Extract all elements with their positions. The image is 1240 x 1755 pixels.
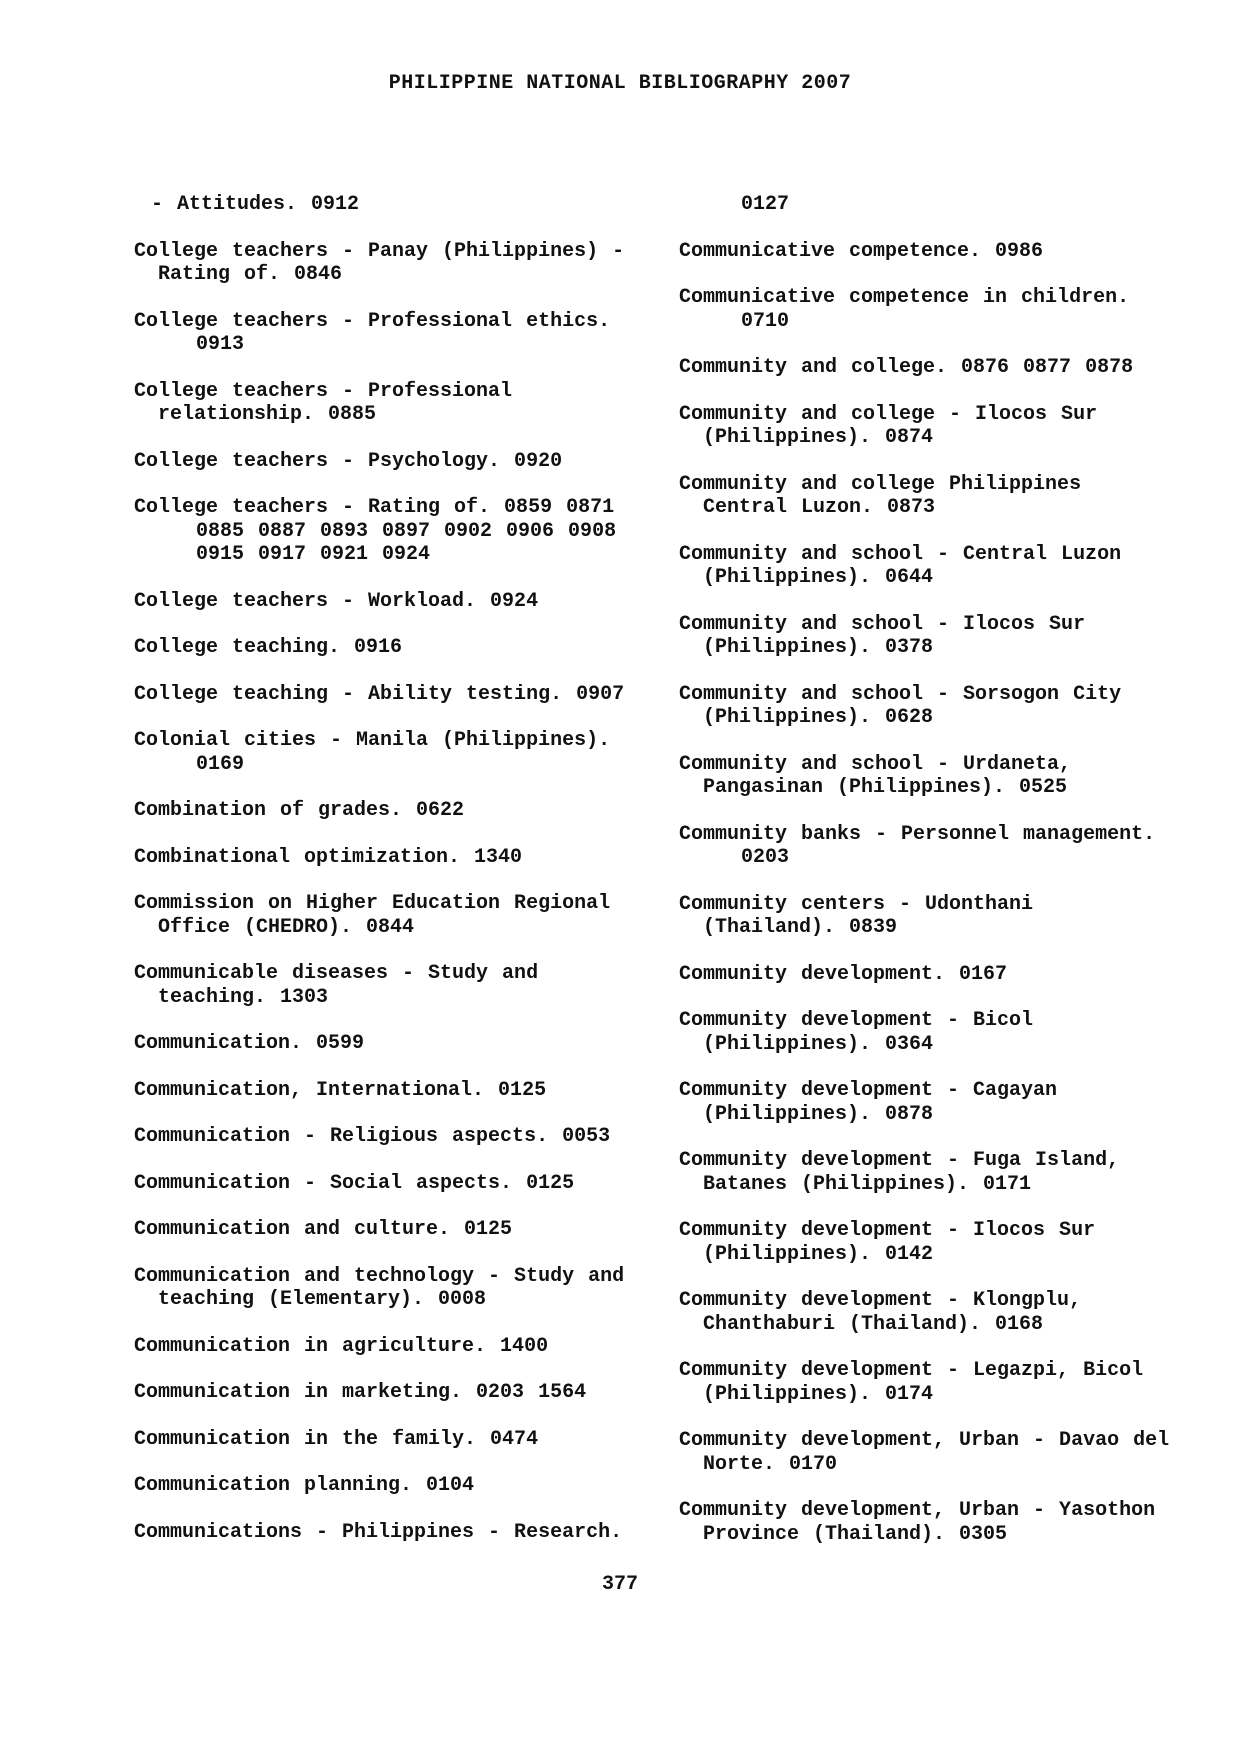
entry-heading: Communicable diseases - Study and [134, 962, 539, 985]
index-entry [679, 1499, 1209, 1546]
entry-heading: Colonial cities - Manila (Philippines). [134, 729, 611, 752]
index-entry [134, 892, 654, 939]
index-entry [679, 823, 1209, 870]
entry-heading: Combinational optimization. 1340 [134, 845, 523, 869]
index-entry [679, 613, 1209, 660]
index-entry [679, 240, 1209, 264]
entry-continuation: relationship. 0885 [158, 403, 377, 426]
entry-heading: - Attitudes. 0912 [151, 193, 360, 216]
entry-heading: Communicative competence. 0986 [679, 239, 1044, 263]
entry-heading: Community and school - Ilocos Sur [679, 612, 1086, 636]
entry-heading: Communication - Religious aspects. 0053 [134, 1125, 611, 1148]
entry-continuation: (Philippines). 0644 [703, 566, 934, 589]
index-entry [134, 193, 654, 217]
entry-continuation: (Philippines). 0878 [703, 1102, 934, 1126]
index-entry [679, 1359, 1209, 1406]
entry-heading: Community development - Ilocos Sur [679, 1219, 1096, 1242]
entry-continuation: (Philippines). 0174 [703, 1382, 934, 1406]
index-entry [679, 403, 1209, 450]
entry-heading: College teaching. 0916 [134, 636, 403, 659]
index-entry [679, 1289, 1209, 1336]
entry-heading: College teachers - Rating of. 0859 0871 [134, 496, 615, 519]
entry-heading: Community development - Fuga Island, [679, 1149, 1120, 1172]
entry-continuation: (Philippines). 0364 [703, 1032, 934, 1056]
index-entry [679, 1149, 1209, 1196]
index-entry [679, 1079, 1209, 1126]
entry-continuation: (Thailand). 0839 [703, 916, 898, 939]
entry-heading: Community and school - Urdaneta, [679, 752, 1072, 776]
index-entry [134, 1172, 654, 1196]
entry-continuation: Office (CHEDRO). 0844 [158, 915, 415, 939]
index-entry [679, 683, 1209, 730]
entry-continuation: teaching. 1303 [158, 985, 329, 1009]
page-header: PHILIPPINE NATIONAL BIBLIOGRAPHY 2007 [388, 72, 852, 95]
entry-heading: Community centers - Udonthani [679, 892, 1034, 916]
index-entry [134, 240, 654, 287]
page-number: 377 [601, 1573, 638, 1596]
entry-continuation: Norte. 0170 [703, 1452, 838, 1476]
index-entry [134, 729, 654, 776]
entry-heading: Community development. 0167 [679, 962, 1008, 986]
entry-heading: Communication in marketing. 0203 1564 [134, 1381, 587, 1404]
index-entry [679, 286, 1209, 333]
entry-continuation: (Philippines). 0874 [703, 426, 934, 449]
entry-continuation: (Philippines). 0628 [703, 706, 934, 729]
entry-heading: College teachers - Professional ethics. [134, 309, 611, 333]
entry-continuation: Chanthaburi (Thailand). 0168 [703, 1312, 1044, 1336]
entry-heading: Community development - Cagayan [679, 1079, 1058, 1102]
entry-heading: College teachers - Psychology. 0920 [134, 449, 563, 473]
index-entry [679, 753, 1209, 800]
entry-continuation: Batanes (Philippines). 0171 [703, 1172, 1032, 1196]
index-entry [134, 1428, 654, 1452]
index-entry [134, 1079, 654, 1103]
index-entry [679, 193, 1209, 217]
index-entry [134, 1521, 654, 1545]
entry-continuation: Pangasinan (Philippines). 0525 [703, 776, 1068, 799]
entry-heading: Communication and technology - Study and [134, 1264, 625, 1288]
index-entry [134, 380, 654, 427]
index-entry [679, 893, 1209, 940]
entry-heading: Communication and culture. 0125 [134, 1218, 513, 1241]
entry-heading: Communicative competence in children. [679, 286, 1130, 309]
entry-continuation: Rating of. 0846 [158, 263, 343, 286]
entry-heading: Community and school - Sorsogon City [679, 682, 1122, 706]
entry-heading: Communication planning. 0104 [134, 1474, 475, 1497]
index-entry [134, 310, 654, 357]
entry-heading: Community banks - Personnel management. [679, 822, 1156, 846]
entry-heading: Community development - Klongplu, [679, 1289, 1082, 1312]
index-entry [679, 473, 1209, 520]
entry-heading: College teachers - Professional [134, 379, 513, 403]
entry-heading: Communications - Philippines - Research. [134, 1520, 623, 1544]
index-entry [134, 1381, 654, 1405]
entry-continuation: 0203 [741, 846, 790, 869]
entry-heading: Communication - Social aspects. 0125 [134, 1171, 575, 1195]
index-entry [134, 1125, 654, 1149]
index-entry [134, 962, 654, 1009]
entry-heading: Communication in the family. 0474 [134, 1427, 539, 1451]
entry-heading: Community and college Philippines [679, 472, 1082, 496]
index-entry [134, 846, 654, 870]
entry-heading: College teaching - Ability testing. 0907 [134, 682, 625, 706]
entry-continuation: 0885 0887 0893 0897 0902 0906 0908 [196, 519, 617, 543]
index-entry [679, 963, 1209, 987]
entry-heading: Community and college. 0876 0877 0878 [679, 356, 1134, 379]
index-entry [134, 1335, 654, 1359]
entry-heading: College teachers - Workload. 0924 [134, 589, 539, 613]
entry-continuation: Province (Thailand). 0305 [703, 1522, 1008, 1546]
entry-continuation: 0169 [196, 752, 245, 776]
index-entry [679, 543, 1209, 590]
entry-heading: College teachers - Panay (Philippines) - [134, 239, 625, 263]
entry-heading: Community and college - Ilocos Sur [679, 402, 1098, 426]
entry-heading: Communication. 0599 [134, 1032, 365, 1055]
entry-heading: Communication in agriculture. 1400 [134, 1334, 549, 1358]
index-entry [134, 1474, 654, 1498]
entry-heading: 0127 [741, 193, 790, 216]
index-entry [679, 1009, 1209, 1056]
entry-heading: Community and school - Central Luzon [679, 542, 1122, 566]
entry-heading: Community development, Urban - Davao del [679, 1429, 1170, 1452]
entry-heading: Communication, International. 0125 [134, 1078, 547, 1102]
entry-continuation: teaching (Elementary). 0008 [158, 1288, 487, 1311]
entry-continuation: Central Luzon. 0873 [703, 496, 936, 519]
entry-heading: Community development - Legazpi, Bicol [679, 1359, 1144, 1382]
entry-heading: Community development, Urban - Yasothon [679, 1499, 1156, 1522]
entry-heading: Community development - Bicol [679, 1009, 1034, 1032]
index-entry [134, 1032, 654, 1056]
entry-continuation: 0915 0917 0921 0924 [196, 543, 431, 566]
index-entry [679, 356, 1209, 380]
index-entry [134, 1265, 654, 1312]
left-index-column [134, 193, 654, 1567]
index-entry [134, 636, 654, 660]
entry-continuation: (Philippines). 0142 [703, 1242, 934, 1266]
entry-heading: Commission on Higher Education Regional [134, 892, 611, 915]
entry-continuation: (Philippines). 0378 [703, 636, 934, 659]
index-entry [679, 1429, 1209, 1476]
index-entry [134, 1218, 654, 1242]
entry-continuation: 0710 [741, 309, 790, 333]
index-entry [134, 799, 654, 823]
right-index-column [679, 193, 1209, 1569]
entry-continuation: 0913 [196, 333, 245, 356]
index-entry [134, 496, 654, 567]
index-entry [679, 1219, 1209, 1266]
index-entry [134, 590, 654, 614]
index-entry [134, 683, 654, 707]
entry-heading: Combination of grades. 0622 [134, 799, 465, 822]
index-entry [134, 450, 654, 474]
